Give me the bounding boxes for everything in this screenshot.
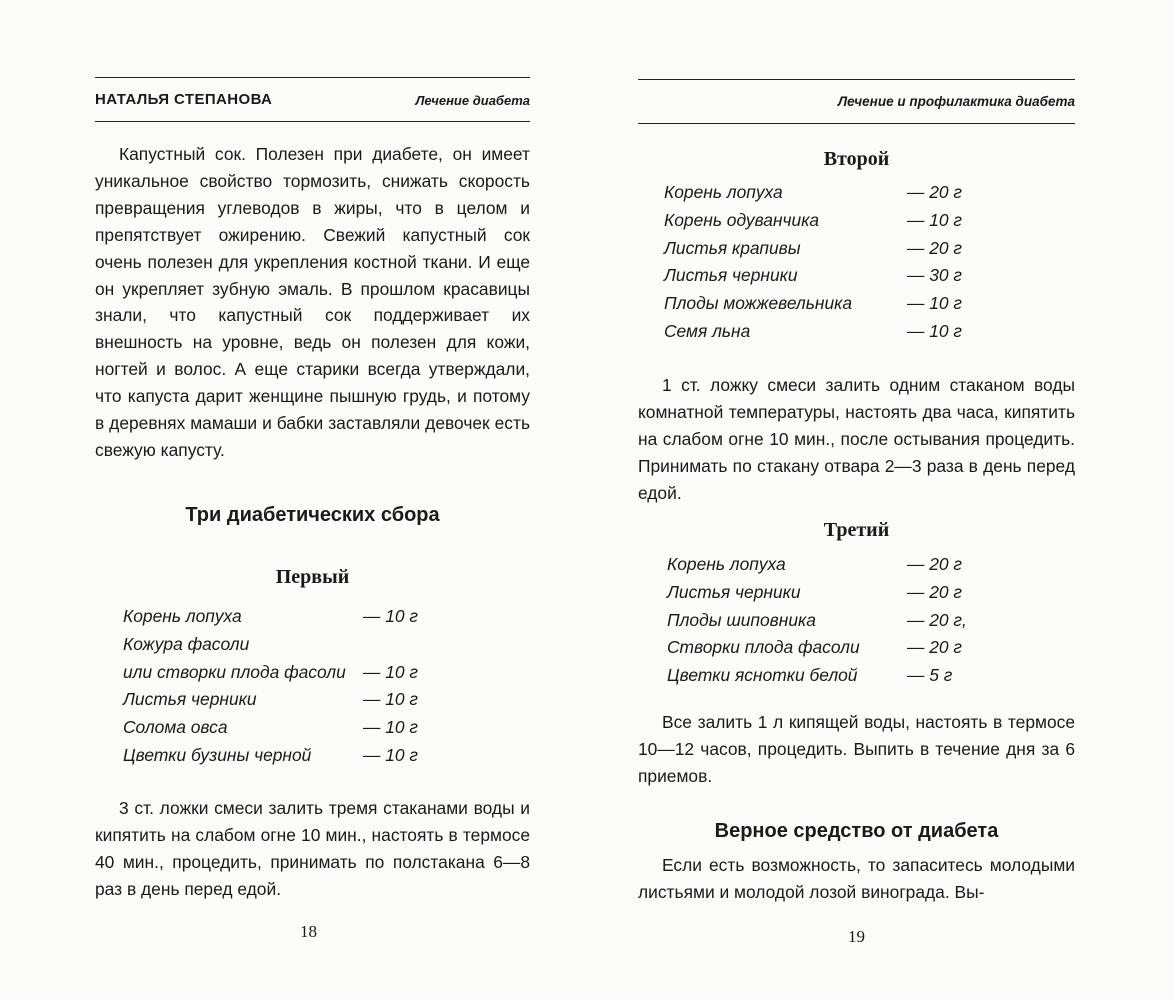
list-item [664,318,1024,346]
recipe-title: Третий [823,519,890,541]
list-item [123,714,463,742]
ingredient-amount: — 20 г [907,554,962,574]
ingredient-amount: — 10 г [907,320,962,341]
header-bottom-rule [638,123,1075,124]
ingredient-amount: — 20 г [907,581,962,602]
ingredient-amount: — 10 г [363,744,418,765]
ingredient-amount: — 20 г [907,637,962,658]
ingredient-name: Плоды можжевельника [664,293,853,314]
ingredient-name: Листья крапивы [664,237,801,258]
list-item [664,179,1024,207]
recipe-ingredients-list [667,551,1027,690]
ingredient-name: Корень одуванчика [664,209,820,230]
list-item [123,631,463,659]
list-item [664,290,1024,318]
recipe-instructions-block [638,372,1075,507]
ingredient-name: Плоды шиповника [667,609,816,630]
ingredient-amount: — 10 г [907,209,962,230]
ingredient-name: Корень лопуха [664,182,783,202]
recipe-instructions: 3 ст. ложки смеси залить тремя стаканами воды и кипятить на слабом огне 10 мин., настоять в термосе 40 мин., процедить, принимать по полстакана 6—8 раз в день перед едой. [95,798,530,899]
ingredient-name: Кожура фасоли [123,633,250,654]
recipe-instructions: Все залить 1 л кипящей воды, настоять в термосе 10—12 часов, процедить. Выпить в течение дня за 6 приемов. [638,712,1075,786]
list-item [667,662,1027,690]
section-heading: Три диабетических сбора [185,504,440,526]
ingredient-amount: — 30 г [907,265,962,286]
ingredient-name: Листья черники [667,581,801,602]
list-item [667,607,1027,635]
recipe-title: Второй [823,148,890,170]
ingredient-amount: — 10 г [363,606,418,626]
ingredient-name: Цветки бузины черной [123,744,312,765]
left-page [95,0,530,1000]
ingredient-amount: — 10 г [907,293,962,314]
page-number: 19 [848,927,865,946]
recipe-instructions-block [638,709,1075,790]
list-item [667,551,1027,579]
ingredient-name: Листья черники [664,265,798,286]
list-item [667,579,1027,607]
intro-paragraph: Капустный сок. Полезен при диабете, он имеет уникальное свойство тормозить, снижать скорость превращения углеводов в жиры, что в целом и препятствует ожирению. Свежий капустный сок очень полезен для укрепления костной ткани. И еще он укрепляет зубную эмаль. В прошлом красавицы знали, что капустный сок поддерживает их внешность на уровне, ведь он полезен для кожи, ногтей и волос. А еще старики всегда утверждали, что капуста дарит женщине пышную грудь, и потому в деревнях мамаши и бабки заставляли девочек есть свежую капусту. [95,144,530,460]
recipe-title: Первый [275,566,350,588]
ingredient-amount: — 10 г [363,689,418,710]
ingredient-name: Створки плода фасоли [667,637,860,658]
recipe-instructions-block [95,795,530,903]
running-header-title: Лечение диабета [415,93,530,108]
list-item [667,634,1027,662]
ingredient-name: Семя льна [664,320,751,341]
closing-paragraph: Если есть возможность, то запаситесь молодыми листьями и молодой лозой винограда. Вы- [638,855,1075,902]
running-header-title: Лечение и профилактика диабета [837,94,1075,109]
page-number: 18 [300,922,317,941]
recipe-instructions: 1 ст. ложку смеси залить одним стаканом воды комнатной температуры, настоять два часа, кипятить на слабом огне 10 мин., после остывания процедить. Принимать по стакану отвара 2—3 раза в день перед едой. [638,375,1075,503]
ingredient-name: Корень лопуха [667,554,786,574]
list-item [123,603,463,631]
closing-paragraph-block [638,852,1075,906]
section-heading: Верное средство от диабета [714,820,999,842]
ingredient-amount: — 20 г [907,237,962,258]
ingredient-name: Солома овса [123,717,228,738]
ingredient-amount: — 20 г, [907,609,967,630]
header-top-rule [95,77,530,78]
intro-paragraph-block [95,141,530,464]
header-bottom-rule [95,121,530,122]
right-page [638,0,1075,1000]
header-top-rule [638,79,1075,80]
ingredient-name: или створки плода фасоли [123,661,346,682]
ingredient-amount: — 5 г [907,665,953,686]
recipe-ingredients-list [664,179,1024,346]
ingredient-amount: — 20 г [907,182,962,202]
ingredient-name: Листья черники [123,689,257,710]
list-item [664,262,1024,290]
list-item [664,207,1024,235]
running-header-author: НАТАЛЬЯ СТЕПАНОВА [95,91,273,108]
list-item [123,742,463,770]
ingredient-amount: — 10 г [363,717,418,738]
ingredient-name: Цветки яснотки белой [667,665,858,686]
ingredient-amount: — 10 г [363,661,418,682]
list-item [664,235,1024,263]
list-item [123,686,463,714]
recipe-ingredients-list [123,603,463,770]
ingredient-name: Корень лопуха [123,606,242,626]
list-item [123,659,463,687]
